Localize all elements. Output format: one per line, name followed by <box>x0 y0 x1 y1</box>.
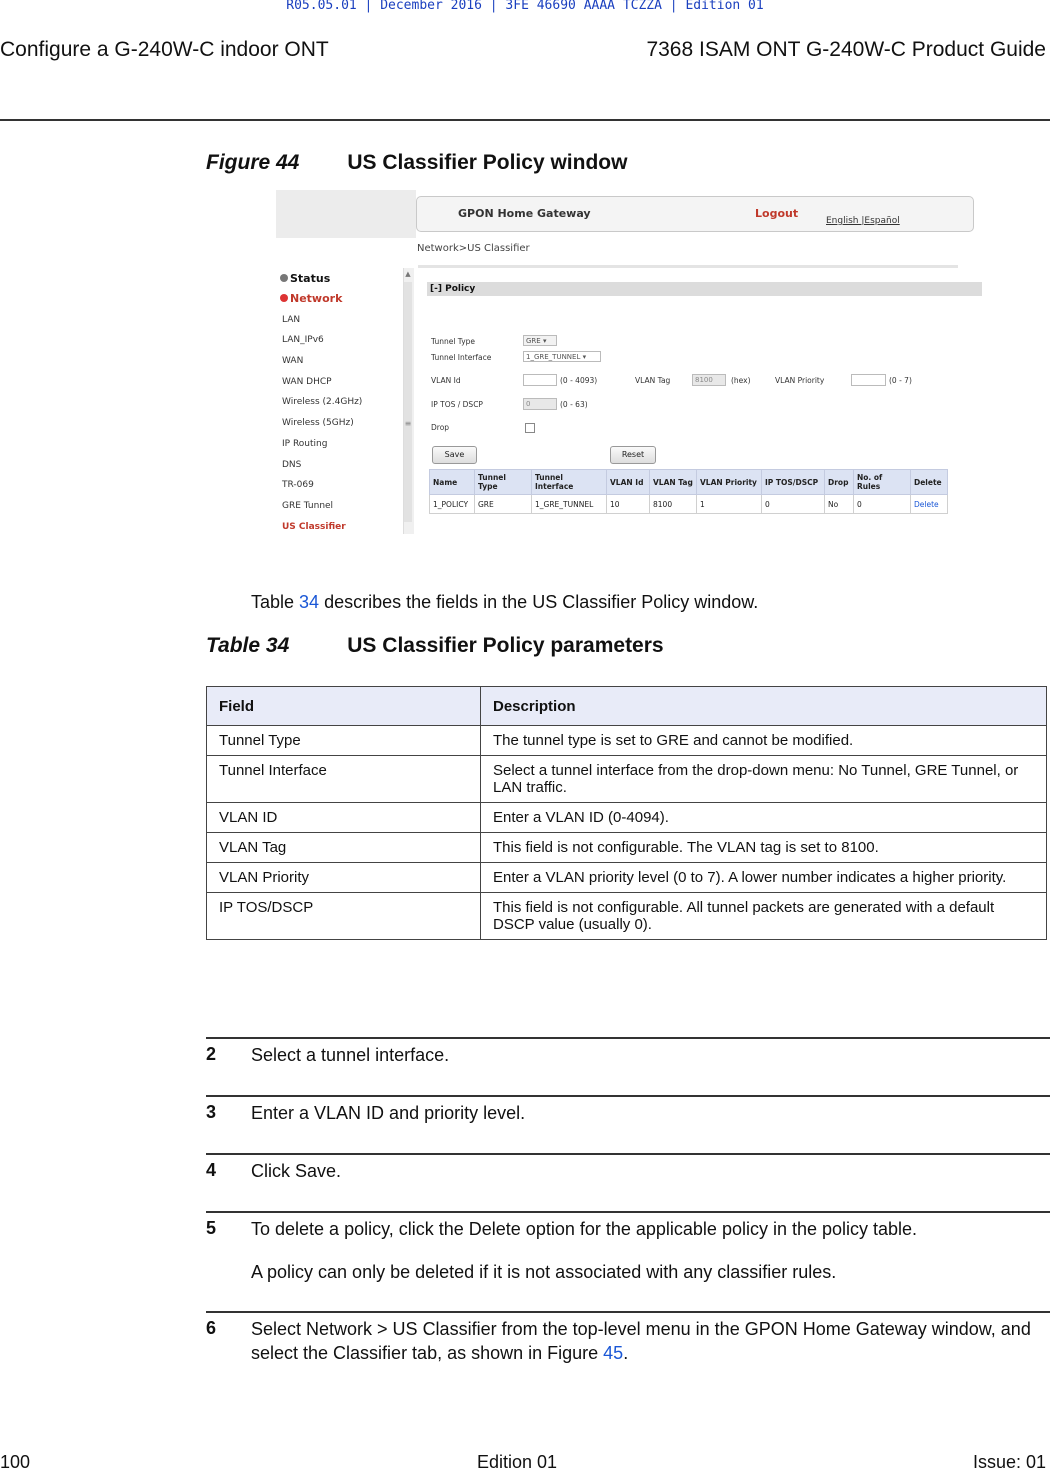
gateway-screenshot <box>276 190 980 534</box>
footer-edition: Edition 01 <box>477 1452 558 1472</box>
policy-section-header[interactable]: [-] Policy <box>427 282 982 296</box>
table-title: US Classifier Policy parameters <box>347 634 664 657</box>
drop-checkbox[interactable] <box>525 423 535 433</box>
nav-status[interactable]: Status <box>280 272 330 285</box>
step-number: 6 <box>206 1318 217 1338</box>
step-number: 3 <box>206 1102 217 1122</box>
policy-table <box>429 469 948 514</box>
footer-issue: Issue: 01 <box>972 1452 1046 1472</box>
nav-item-lan[interactable]: LAN <box>282 315 301 325</box>
vlan-priority-range: (0 - 7) <box>889 376 912 385</box>
col-vlan-id: VLAN Id <box>607 470 650 495</box>
nav-item-us-classifier[interactable]: US Classifier <box>282 522 346 532</box>
page-number: 100 <box>0 1452 31 1472</box>
gateway-brand: GPON Home Gateway <box>458 207 591 220</box>
step-number: 4 <box>206 1160 217 1180</box>
step-text: Enter a VLAN ID and priority level. <box>251 1103 526 1123</box>
breadcrumb-divider <box>418 265 958 268</box>
step-text: To delete a policy, click the Delete option for the applicable policy in the policy table. <box>251 1219 918 1239</box>
figure-caption <box>206 151 627 175</box>
table-row: VLAN Tag This field is not configurable. The VLAN tag is set to 8100. <box>207 833 1047 863</box>
tunnel-type-label: Tunnel Type <box>431 337 476 346</box>
tunnel-type-select: GRE ▾ <box>523 335 557 346</box>
parameters-header <box>207 687 1047 726</box>
step-divider <box>206 1037 1050 1039</box>
chevron-down-icon: ▾ <box>582 353 587 361</box>
table-row: 1_POLICY GRE 1_GRE_TUNNEL 10 8100 1 0 No 0 Delete <box>430 495 948 514</box>
document-revision-banner: R05.05.01 | December 2016 | 3FE 46690 AAAA TCZZA | Edition 01 <box>286 0 764 13</box>
table-row: VLAN ID Enter a VLAN ID (0-4094). <box>207 803 1047 833</box>
ip-tos-input: 0 <box>523 398 557 410</box>
nav-item-wan[interactable]: WAN <box>282 356 304 366</box>
nav-item-dns[interactable]: DNS <box>282 460 302 470</box>
table-row: Tunnel Type The tunnel type is set to GRE and cannot be modified. <box>207 726 1047 756</box>
table-row: IP TOS/DSCP This field is not configurable. All tunnel packets are generated with a default DSCP value (usually 0). <box>207 893 1047 940</box>
parameters-table <box>206 686 1047 940</box>
col-tunnel-type: Tunnel Type <box>475 470 532 495</box>
vlan-tag-unit: (hex) <box>731 376 751 385</box>
intro-paragraph: Table 34 describes the fields in the US Classifier Policy window. <box>251 592 759 612</box>
nav-item-wireless-24[interactable]: Wireless (2.4GHz) <box>282 397 363 407</box>
tunnel-interface-label: Tunnel Interface <box>431 353 492 362</box>
col-name: Name <box>430 470 475 495</box>
delete-link[interactable]: Delete <box>911 495 948 514</box>
table-caption <box>206 634 664 658</box>
scrollbar-thumb[interactable] <box>404 282 412 522</box>
figure-label: Figure 44 <box>206 151 300 174</box>
scroll-grip-icon: ≡ <box>404 419 412 428</box>
step-text: Click Save. <box>251 1161 342 1181</box>
vlan-priority-label: VLAN Priority <box>775 376 825 385</box>
figure-title: US Classifier Policy window <box>347 151 628 174</box>
nav-item-tr069[interactable]: TR-069 <box>282 480 314 490</box>
logout-link[interactable]: Logout <box>755 207 799 220</box>
guide-title: 7368 ISAM ONT G-240W-C Product Guide <box>646 38 1046 61</box>
vlan-id-label: VLAN Id <box>431 376 461 385</box>
reset-button[interactable]: Reset <box>610 446 656 464</box>
vlan-priority-input[interactable] <box>851 374 886 386</box>
nav-item-wireless-5[interactable]: Wireless (5GHz) <box>282 418 354 428</box>
drop-label: Drop <box>431 423 450 432</box>
nav-network[interactable]: Network <box>280 292 342 305</box>
header-left-panel <box>276 190 416 238</box>
col-ip-tos: IP TOS/DSCP <box>762 470 825 495</box>
scroll-up-arrow-icon[interactable]: ▲ <box>405 270 411 278</box>
col-tunnel-interface: Tunnel Interface <box>532 470 607 495</box>
vlan-id-input[interactable] <box>523 374 557 386</box>
vlan-id-range: (0 - 4093) <box>560 376 598 385</box>
vlan-tag-label: VLAN Tag <box>635 376 671 385</box>
step-text: Select a tunnel interface. <box>251 1045 450 1065</box>
network-bullet-icon <box>280 294 288 302</box>
col-description: Description <box>481 687 1047 726</box>
header-divider <box>0 119 1050 121</box>
step-divider <box>206 1311 1050 1313</box>
table-row: Tunnel Interface Select a tunnel interface from the drop-down menu: No Tunnel, GRE Tunnel, or LAN traffic. <box>207 756 1047 803</box>
breadcrumb: Network>US Classifier <box>417 243 530 254</box>
status-bullet-icon <box>280 274 288 282</box>
tunnel-interface-select[interactable]: 1_GRE_TUNNEL ▾ <box>523 351 601 362</box>
figure-ref-link[interactable]: 45 <box>603 1343 624 1363</box>
ip-tos-label: IP TOS / DSCP <box>431 400 483 409</box>
chevron-down-icon: ▾ <box>542 337 547 345</box>
step-text: Select Network > US Classifier from the top-level menu in the GPON Home Gateway window, and select the Classifier tab, as shown in Figure 45. <box>251 1319 1031 1363</box>
table-ref-link[interactable]: 34 <box>299 592 320 612</box>
nav-item-gre-tunnel[interactable]: GRE Tunnel <box>282 501 334 511</box>
step-divider <box>206 1211 1050 1213</box>
step-divider <box>206 1153 1050 1155</box>
ip-tos-range: (0 - 63) <box>560 400 588 409</box>
nav-item-lan-ipv6[interactable]: LAN_IPv6 <box>282 335 324 345</box>
chapter-title: Configure a G-240W-C indoor ONT <box>0 38 329 61</box>
col-rules: No. of Rules <box>854 470 911 495</box>
col-vlan-priority: VLAN Priority <box>697 470 762 495</box>
col-delete: Delete <box>911 470 948 495</box>
nav-item-wan-dhcp[interactable]: WAN DHCP <box>282 377 332 387</box>
col-drop: Drop <box>825 470 854 495</box>
vlan-tag-input: 8100 <box>692 374 726 386</box>
policy-table-header <box>430 470 948 495</box>
nav-item-ip-routing[interactable]: IP Routing <box>282 439 328 449</box>
col-vlan-tag: VLAN Tag <box>650 470 697 495</box>
table-row: VLAN Priority Enter a VLAN priority level (0 to 7). A lower number indicates a higher priority. <box>207 863 1047 893</box>
save-button[interactable]: Save <box>432 446 477 464</box>
step-number: 2 <box>206 1044 217 1064</box>
step-divider <box>206 1095 1050 1097</box>
language-links[interactable]: English |Español <box>826 216 900 226</box>
col-field: Field <box>207 687 481 726</box>
step-note: A policy can only be deleted if it is not associated with any classifier rules. <box>251 1262 837 1282</box>
step-number: 5 <box>206 1218 217 1238</box>
table-label: Table 34 <box>206 634 290 657</box>
